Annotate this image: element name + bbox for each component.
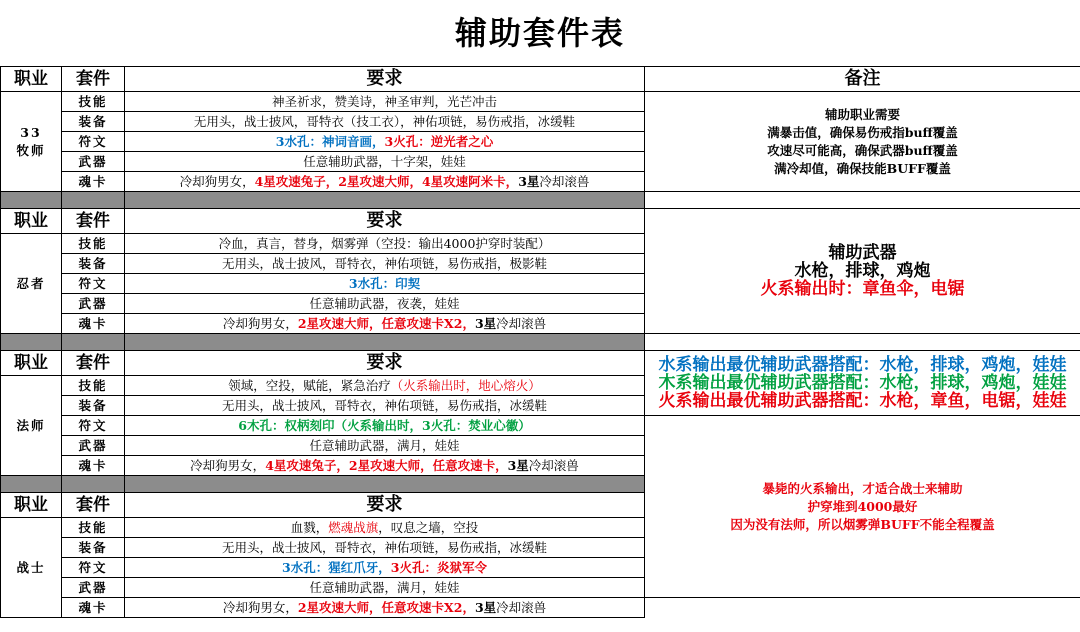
category-rune: 符文 [62, 132, 125, 152]
job-cell-priest [1, 92, 62, 192]
warrior-weapon: 任意辅助武器，满月，娃娃 [125, 578, 645, 598]
note-ninja [645, 209, 1080, 334]
header-requirement: 要求 [125, 67, 645, 92]
category-skill: 技能 [62, 234, 125, 254]
ninja-equip: 无用头，战士披风，哥特衣，神佑项链，易伤戒指，极影鞋 [125, 254, 645, 274]
separator-row [1, 192, 1080, 209]
note-priest [645, 92, 1080, 192]
note-line: 火系输出时：章鱼伞，电锯 [760, 279, 965, 299]
priest-weapon: 任意辅助武器，十字架，娃娃 [125, 152, 645, 172]
priest-card: 冷却狗男女，4星攻速兔子，2星攻速大师，4星攻速阿米卡，3星冷却滚兽 [125, 172, 645, 192]
table-row [1, 92, 1080, 112]
mage-skill: 领域，空投，赋能，紧急治疗（火系输出时，地心熔火） [125, 376, 645, 396]
category-weapon: 武器 [62, 578, 125, 598]
priest-rune: 3水孔：神词音画，3火孔：逆光者之心 [125, 132, 645, 152]
warrior-card: 冷却狗男女，2星攻速大师，任意攻速卡X2，3星冷却滚兽 [125, 598, 645, 618]
header-set: 套件 [62, 209, 125, 234]
page-title: 辅助套件表 [454, 14, 625, 52]
category-card: 魂卡 [62, 598, 125, 618]
header-requirement: 要求 [125, 493, 645, 518]
header-job: 职业 [1, 493, 62, 518]
note-line: 暴毙的火系输出，才适合战士来辅助 [762, 480, 963, 496]
category-equip: 装备 [62, 396, 125, 416]
header-note: 备注 [645, 67, 1080, 92]
support-set-table [0, 66, 1080, 618]
support-set-sheet [0, 66, 1080, 632]
job-priest-name: 牧师 [16, 142, 46, 158]
ninja-weapon: 任意辅助武器，夜袭，娃娃 [125, 294, 645, 314]
category-rune: 符文 [62, 416, 125, 436]
job-cell-mage: 法师 [1, 376, 62, 476]
category-skill: 技能 [62, 518, 125, 538]
header-set: 套件 [62, 351, 125, 376]
ninja-rune: 3水孔：印契 [125, 274, 645, 294]
separator-row [1, 334, 1080, 351]
job-cell-ninja: 忍者 [1, 234, 62, 334]
table-header-row [1, 67, 1080, 92]
note-line: 满暴击值，确保易伤戒指buff覆盖 [767, 124, 958, 140]
job-cell-warrior: 战士 [1, 518, 62, 618]
job-priest-level: 33 [20, 124, 42, 140]
note-line: 水系输出最优辅助武器搭配：水枪，排球，鸡炮，娃娃 [658, 355, 1067, 375]
note-line: 满冷却值，确保技能BUFF覆盖 [774, 160, 951, 176]
note-line: 护穿堆到4000最好 [807, 498, 918, 514]
mage-weapon: 任意辅助武器，满月，娃娃 [125, 436, 645, 456]
warrior-equip: 无用头，战士披风，哥特衣，神佑项链，易伤戒指，冰缓鞋 [125, 538, 645, 558]
note-line: 辅助职业需要 [824, 106, 900, 122]
category-rune: 符文 [62, 274, 125, 294]
category-weapon: 武器 [62, 152, 125, 172]
note-line: 水枪，排球，鸡炮 [794, 261, 931, 281]
warrior-rune: 3水孔：猩红爪牙，3火孔：炎狱军令 [125, 558, 645, 578]
header-job: 职业 [1, 351, 62, 376]
header-job: 职业 [1, 209, 62, 234]
category-card: 魂卡 [62, 172, 125, 192]
category-card: 魂卡 [62, 456, 125, 476]
note-line: 因为没有法师，所以烟雾弹BUFF不能全程覆盖 [730, 516, 995, 532]
note-mage [645, 351, 1080, 416]
ninja-skill: 冷血，真言，替身，烟雾弹（空投：输出4000护穿时装配） [125, 234, 645, 254]
priest-equip: 无用头，战士披风，哥特衣（技工衣），神佑项链，易伤戒指，冰缓鞋 [125, 112, 645, 132]
priest-skill: 神圣祈求，赞美诗，神圣审判，光芒冲击 [125, 92, 645, 112]
header-job: 职业 [1, 67, 62, 92]
table-header-row [1, 351, 1080, 376]
note-line: 木系输出最优辅助武器搭配：水枪，排球，鸡炮，娃娃 [658, 373, 1067, 393]
note-line: 火系输出最优辅助武器搭配：水枪，章鱼，电锯，娃娃 [658, 391, 1067, 411]
header-set: 套件 [62, 493, 125, 518]
table-row [1, 416, 1080, 436]
category-equip: 装备 [62, 538, 125, 558]
category-equip: 装备 [62, 112, 125, 132]
table-row [1, 598, 1080, 618]
note-warrior [645, 416, 1080, 598]
ninja-card: 冷却狗男女，2星攻速大师，任意攻速卡X2，3星冷却滚兽 [125, 314, 645, 334]
mage-card: 冷却狗男女，4星攻速兔子，2星攻速大师，任意攻速卡，3星冷却滚兽 [125, 456, 645, 476]
table-header-row [1, 209, 1080, 234]
category-skill: 技能 [62, 92, 125, 112]
mage-rune: 6木孔：权柄刻印（火系输出时，3火孔：焚业心徽） [125, 416, 645, 436]
category-rune: 符文 [62, 558, 125, 578]
category-weapon: 武器 [62, 436, 125, 456]
category-card: 魂卡 [62, 314, 125, 334]
category-weapon: 武器 [62, 294, 125, 314]
note-line: 攻速尽可能高，确保武器buff覆盖 [767, 142, 958, 158]
warrior-skill: 血戮，燃魂战旗，叹息之墙，空投 [125, 518, 645, 538]
header-requirement: 要求 [125, 351, 645, 376]
category-skill: 技能 [62, 376, 125, 396]
mage-equip: 无用头，战士披风，哥特衣，神佑项链，易伤戒指，冰缓鞋 [125, 396, 645, 416]
category-equip: 装备 [62, 254, 125, 274]
note-line: 辅助武器 [828, 243, 897, 263]
header-set: 套件 [62, 67, 125, 92]
header-requirement: 要求 [125, 209, 645, 234]
